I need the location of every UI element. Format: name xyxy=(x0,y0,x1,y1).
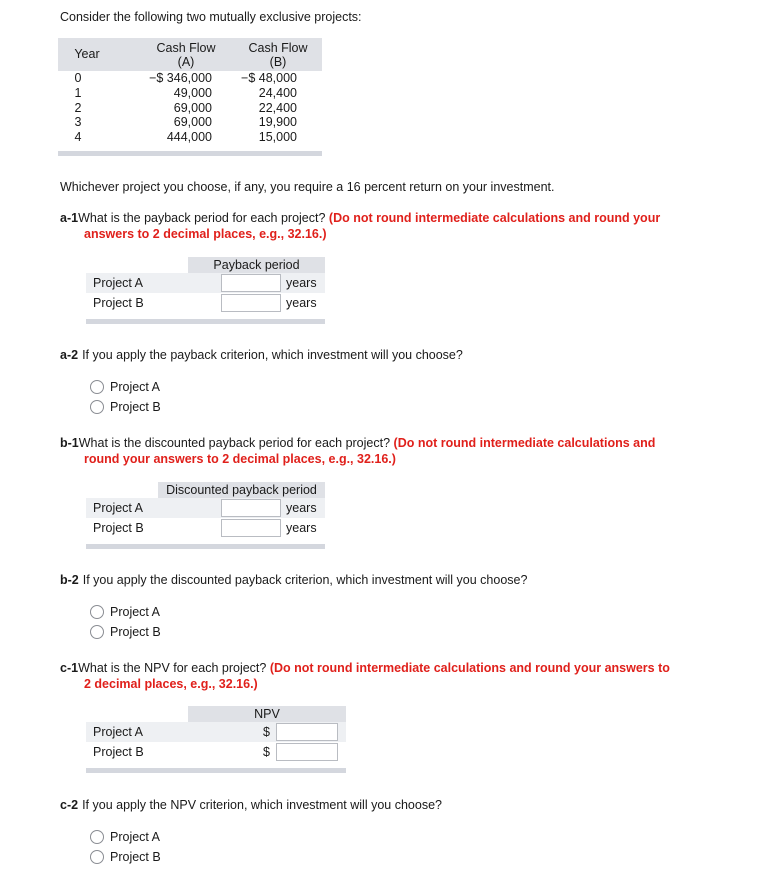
answer-row xyxy=(86,742,346,762)
unit-label: years xyxy=(286,501,317,515)
npv-a-input[interactable] xyxy=(276,723,338,741)
cash-flow-b-cell: 22,400 xyxy=(258,100,297,115)
cash-flow-a-cell: 69,000 xyxy=(173,115,212,130)
cash-flow-b-header-line2: (B) xyxy=(269,55,287,69)
cash-flow-a-header-line1: Cash Flow xyxy=(156,41,216,55)
row-label: Project B xyxy=(93,521,144,535)
cash-flow-a-cell: −$ 346,000 xyxy=(149,71,212,85)
row-label: Project B xyxy=(93,296,144,310)
table-bottom-bar xyxy=(58,151,322,156)
question-text: If you apply the discounted payback criterion, which investment will you choose? xyxy=(82,573,528,587)
cash-flow-table xyxy=(58,38,322,156)
question-text: What is the discounted payback period for each project? xyxy=(78,436,391,450)
question-text: What is the NPV for each project? xyxy=(78,661,267,675)
requirement-text: Whichever project you choose, if any, you require a 16 percent return on your investment. xyxy=(60,180,555,194)
radio-option[interactable] xyxy=(90,398,161,416)
row-label: Project A xyxy=(93,725,144,739)
answer-row xyxy=(86,293,325,313)
table-row xyxy=(58,130,322,145)
table-row xyxy=(58,115,322,130)
npv-header: NPV xyxy=(188,706,346,722)
table-bottom-bar xyxy=(86,544,325,549)
radio-option[interactable] xyxy=(90,848,161,866)
discounted-payback-b-input[interactable] xyxy=(221,519,281,537)
question-number: b-2 xyxy=(60,573,79,587)
answer-row xyxy=(86,518,325,538)
radio-label: Project A xyxy=(110,605,161,619)
radio-circle[interactable] xyxy=(90,830,104,844)
table-bottom-bar xyxy=(86,768,346,773)
npv-b-input[interactable] xyxy=(276,743,338,761)
question-number: c-2 xyxy=(60,798,79,812)
year-cell: 0 xyxy=(74,71,82,85)
question-number: c-1 xyxy=(60,661,79,675)
cash-flow-b-cell: 24,400 xyxy=(258,85,297,100)
unit-label: years xyxy=(286,521,317,535)
question-a2 xyxy=(60,347,463,363)
cash-flow-a-cell: 49,000 xyxy=(173,85,212,100)
question-number: a-2 xyxy=(60,348,79,362)
payback-a-input[interactable] xyxy=(221,274,281,292)
answer-row xyxy=(86,273,325,293)
cash-flow-b-header-line1: Cash Flow xyxy=(248,41,308,55)
currency-symbol: $ xyxy=(263,745,270,759)
question-c2 xyxy=(60,797,442,813)
radio-circle[interactable] xyxy=(90,400,104,414)
cash-flow-b-cell: 15,000 xyxy=(258,130,297,145)
row-label: Project B xyxy=(93,745,144,759)
question-number: b-1 xyxy=(60,436,79,450)
radio-label: Project B xyxy=(110,625,161,639)
question-c1 xyxy=(60,660,680,692)
year-cell: 2 xyxy=(74,100,82,115)
answer-row xyxy=(86,722,346,742)
answer-row xyxy=(86,498,325,518)
question-note: (Do not round intermediate calculations and round your answers to 2 decimal places, e.g., 32.16.) xyxy=(84,436,656,466)
table-row xyxy=(58,86,322,101)
table-row xyxy=(58,71,322,86)
question-note: (Do not round intermediate calculations and round your answers to 2 decimal places, e.g., 32.16.) xyxy=(84,211,661,241)
currency-symbol: $ xyxy=(263,725,270,739)
year-cell: 3 xyxy=(74,115,82,130)
question-text: What is the payback period for each project? xyxy=(78,211,326,225)
radio-label: Project A xyxy=(110,380,161,394)
year-cell: 4 xyxy=(74,130,82,145)
year-header: Year xyxy=(74,47,100,61)
intro-text: Consider the following two mutually exclusive projects: xyxy=(60,10,362,24)
row-label: Project A xyxy=(93,501,144,515)
discounted-payback-a-input[interactable] xyxy=(221,499,281,517)
payback-header: Payback period xyxy=(188,257,325,273)
unit-label: years xyxy=(286,296,317,310)
radio-circle[interactable] xyxy=(90,605,104,619)
question-b1 xyxy=(60,435,680,467)
radio-circle[interactable] xyxy=(90,380,104,394)
question-number: a-1 xyxy=(60,211,79,225)
radio-option[interactable] xyxy=(90,623,161,641)
discounted-payback-header: Discounted payback period xyxy=(158,482,325,498)
radio-option[interactable] xyxy=(90,828,160,846)
payback-b-input[interactable] xyxy=(221,294,281,312)
question-text: If you apply the NPV criterion, which investment will you choose? xyxy=(82,798,442,812)
table-row xyxy=(58,101,322,116)
radio-label: Project A xyxy=(110,830,161,844)
radio-option[interactable] xyxy=(90,603,160,621)
question-note: (Do not round intermediate calculations and round your answers to 2 decimal places, e.g., 32.16.) xyxy=(84,661,670,691)
radio-option[interactable] xyxy=(90,378,160,396)
cash-flow-a-cell: 444,000 xyxy=(166,130,212,145)
radio-circle[interactable] xyxy=(90,625,104,639)
year-cell: 1 xyxy=(74,85,82,100)
cash-flow-a-header-line2: (A) xyxy=(177,55,195,69)
cash-flow-header xyxy=(58,38,322,71)
question-a1 xyxy=(60,210,680,242)
radio-label: Project B xyxy=(110,400,161,414)
question-text: If you apply the payback criterion, which investment will you choose? xyxy=(82,348,463,362)
table-bottom-bar xyxy=(86,319,325,324)
question-b2 xyxy=(60,572,527,588)
cash-flow-b-cell: −$ 48,000 xyxy=(241,71,297,85)
unit-label: years xyxy=(286,276,317,290)
radio-label: Project B xyxy=(110,850,161,864)
cash-flow-b-cell: 19,900 xyxy=(258,115,297,130)
cash-flow-a-cell: 69,000 xyxy=(173,100,212,115)
row-label: Project A xyxy=(93,276,144,290)
radio-circle[interactable] xyxy=(90,850,104,864)
